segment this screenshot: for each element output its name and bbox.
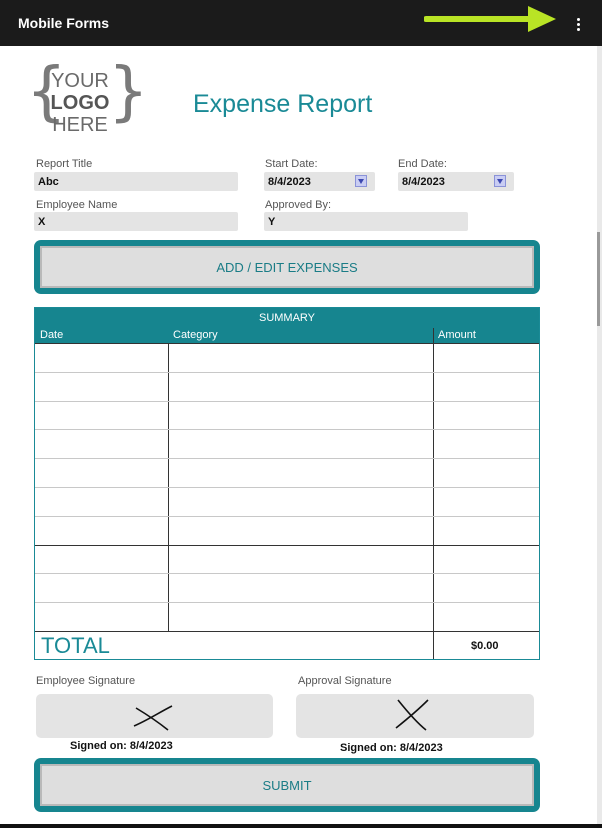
total-label: TOTAL [41, 633, 110, 658]
annotation-arrow-icon [424, 5, 558, 33]
submit-frame [34, 758, 540, 812]
approved-by-label: Approved By: [265, 199, 332, 211]
employee-signature-pad[interactable] [36, 694, 273, 738]
table-row [35, 373, 539, 402]
app-title: Mobile Forms [18, 15, 110, 31]
calendar-dropdown-icon[interactable] [355, 175, 367, 187]
start-date-label: Start Date: [265, 158, 318, 170]
report-title-field[interactable]: Abc [34, 172, 238, 191]
signature-mark-icon [392, 698, 432, 732]
end-date-value: 8/4/2023 [402, 176, 445, 188]
more-vert-icon[interactable] [566, 12, 590, 36]
approval-signature-pad[interactable] [296, 694, 534, 738]
table-row [35, 603, 539, 632]
table-row [35, 459, 539, 488]
table-row [35, 517, 539, 546]
employee-name-label: Employee Name [36, 199, 118, 211]
table-row [35, 344, 539, 373]
company-logo [26, 55, 149, 140]
table-row [35, 546, 539, 575]
total-divider [35, 631, 539, 632]
table-row [35, 488, 539, 517]
logo-line-2: LOGO [50, 92, 110, 114]
column-header-category: Category [168, 328, 433, 343]
table-row [35, 430, 539, 459]
table-row [35, 402, 539, 431]
report-title-label: Report Title [36, 158, 93, 170]
logo-text [48, 70, 112, 136]
calendar-dropdown-icon[interactable] [494, 175, 506, 187]
end-date-label: End Date: [398, 158, 447, 170]
table-row [35, 574, 539, 603]
logo-line-3: HERE [52, 114, 108, 136]
signature-mark-icon [132, 702, 176, 732]
start-date-field[interactable] [264, 172, 375, 191]
approval-signature-label: Approval Signature [298, 675, 392, 687]
form-title: Expense Report [193, 90, 373, 118]
logo-line-1: YOUR [51, 70, 109, 92]
page-edge [597, 46, 602, 828]
approval-signed-on: Signed on: 8/4/2023 [340, 742, 443, 754]
logo-brace-right: } [108, 55, 149, 129]
column-header-amount: Amount [433, 328, 539, 343]
scrollbar[interactable] [597, 232, 600, 326]
employee-signed-on: Signed on: 8/4/2023 [70, 740, 173, 752]
total-value: $0.00 [471, 640, 499, 652]
employee-name-field[interactable]: X [34, 212, 238, 231]
start-date-value: 8/4/2023 [268, 176, 311, 188]
approved-by-field[interactable]: Y [264, 212, 468, 231]
employee-signature-label: Employee Signature [36, 675, 136, 687]
bottom-edge [0, 824, 602, 828]
summary-table [34, 307, 540, 660]
logo-brace-left: { [26, 55, 67, 129]
add-edit-expenses-button[interactable]: ADD / EDIT EXPENSES [40, 246, 534, 288]
end-date-field[interactable] [398, 172, 514, 191]
submit-button[interactable]: SUBMIT [40, 764, 534, 806]
summary-title: SUMMARY [35, 308, 539, 328]
column-header-date: Date [35, 328, 168, 343]
add-edit-expenses-frame [34, 240, 540, 294]
